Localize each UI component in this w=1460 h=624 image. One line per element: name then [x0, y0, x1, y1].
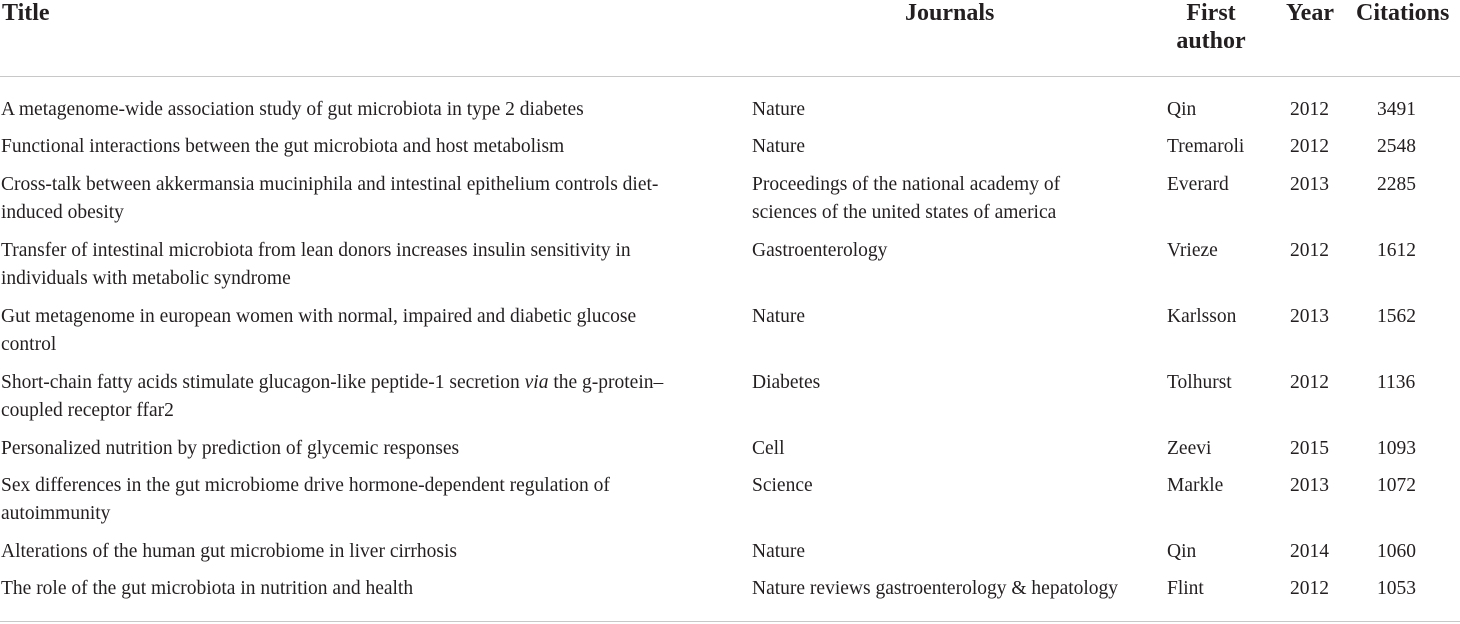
cell-title	[1, 575, 731, 603]
cell-journal-line1: Nature	[752, 99, 806, 120]
cell-journal	[752, 96, 1152, 124]
cell-journal-line1: Nature	[752, 541, 806, 562]
cell-title-line1: Alterations of the human gut microbiome in liver cirrhosis	[1, 541, 457, 562]
cell-title	[1, 538, 731, 566]
cell-year: 2015	[1290, 438, 1329, 459]
cell-journal-line1: Gastroenterology	[752, 240, 888, 261]
cell-title-line1-pre: Short-chain fatty acids stimulate glucagon-like peptide-1 secretion	[1, 372, 525, 393]
cell-first-author: Qin	[1167, 541, 1197, 562]
cell-journal-line1: Nature reviews gastroenterology & hepatology	[752, 578, 1119, 599]
header-citations: Citations	[1356, 0, 1450, 26]
cell-citations: 1612	[1377, 240, 1416, 261]
cell-first-author: Qin	[1167, 99, 1197, 120]
cell-journal	[752, 369, 1152, 397]
cell-citations: 1060	[1377, 541, 1416, 562]
cell-title-line1: Transfer of intestinal microbiota from lean donors increases insulin sensitivity in	[1, 240, 631, 261]
cell-title	[1, 171, 731, 227]
cell-citations: 2285	[1377, 174, 1416, 195]
cell-journal	[752, 303, 1152, 331]
cell-citations: 1136	[1377, 372, 1416, 393]
header-first-author-line2: author	[1176, 28, 1246, 54]
cell-journal	[752, 575, 1152, 603]
cell-year: 2012	[1290, 99, 1329, 120]
cell-journal-line1: Diabetes	[752, 372, 821, 393]
cell-year: 2012	[1290, 240, 1329, 261]
cell-title-line1: Cross-talk between akkermansia muciniphila and intestinal epithelium controls diet-	[1, 174, 659, 195]
cell-first-author: Tremaroli	[1167, 136, 1245, 157]
cell-title	[1, 237, 731, 293]
cell-title-line2: autoimmunity	[1, 503, 111, 524]
cell-title-line2: induced obesity	[1, 202, 124, 223]
cell-journal-line1: Science	[752, 475, 813, 496]
cell-year: 2014	[1290, 541, 1329, 562]
cell-title-line1	[1, 369, 731, 397]
cell-year: 2013	[1290, 306, 1329, 327]
cell-year: 2013	[1290, 475, 1329, 496]
cell-title-line1: The role of the gut microbiota in nutrition and health	[1, 578, 414, 599]
cell-title-line1: Personalized nutrition by prediction of glycemic responses	[1, 438, 460, 459]
cell-journal-line1: Proceedings of the national academy of	[752, 174, 1061, 195]
cell-journal	[752, 133, 1152, 161]
cell-first-author: Vrieze	[1167, 240, 1218, 261]
cell-journal-line1: Cell	[752, 438, 785, 459]
cell-citations: 1072	[1377, 475, 1416, 496]
cell-year: 2012	[1290, 372, 1329, 393]
cell-citations: 1562	[1377, 306, 1416, 327]
cell-first-author: Tolhurst	[1167, 372, 1232, 393]
cell-year: 2012	[1290, 136, 1329, 157]
cell-title	[1, 96, 731, 124]
header-first-author-line1: First	[1186, 0, 1236, 26]
table-header	[0, 0, 1460, 77]
cell-title-line2: coupled receptor ffar2	[1, 400, 174, 421]
cell-title	[1, 435, 731, 463]
cell-title	[1, 369, 731, 425]
cell-title-line1: Functional interactions between the gut microbiota and host metabolism	[1, 136, 565, 157]
cell-citations: 1053	[1377, 578, 1416, 599]
cell-journal-line1: Nature	[752, 306, 806, 327]
cell-journal	[752, 237, 1152, 265]
table-bottom-rule	[0, 621, 1460, 622]
cell-title-line1: A metagenome-wide association study of gut microbiota in type 2 diabetes	[1, 99, 584, 120]
cell-title-line1-post: the g-protein–	[548, 372, 664, 393]
header-title: Title	[2, 0, 50, 26]
cell-citations: 3491	[1377, 99, 1416, 120]
cell-title-line1: Sex differences in the gut microbiome drive hormone-dependent regulation of	[1, 475, 610, 496]
cell-journal	[752, 538, 1152, 566]
cell-year: 2013	[1290, 174, 1329, 195]
header-journals: Journals	[905, 0, 995, 26]
cell-citations: 2548	[1377, 136, 1416, 157]
cell-journal	[752, 472, 1152, 500]
cell-citations: 1093	[1377, 438, 1416, 459]
cell-first-author: Zeevi	[1167, 438, 1212, 459]
cell-year: 2012	[1290, 578, 1329, 599]
cell-first-author: Everard	[1167, 174, 1229, 195]
cell-first-author: Flint	[1167, 578, 1204, 599]
cell-title-line2: control	[1, 334, 57, 355]
cell-title-line1-em: via	[524, 372, 549, 393]
cell-journal	[752, 435, 1152, 463]
header-year: Year	[1286, 0, 1334, 26]
cell-title-line2: individuals with metabolic syndrome	[1, 268, 291, 289]
cell-first-author: Karlsson	[1167, 306, 1237, 327]
cell-journal-line2: sciences of the united states of america	[752, 202, 1057, 223]
cell-title	[1, 133, 731, 161]
cell-journal-line1: Nature	[752, 136, 806, 157]
cell-title-line1: Gut metagenome in european women with normal, impaired and diabetic glucose	[1, 306, 637, 327]
header-first-author	[1164, 0, 1258, 55]
cell-first-author: Markle	[1167, 475, 1224, 496]
cell-title	[1, 303, 731, 359]
cell-journal	[752, 171, 1152, 227]
cell-title	[1, 472, 731, 528]
